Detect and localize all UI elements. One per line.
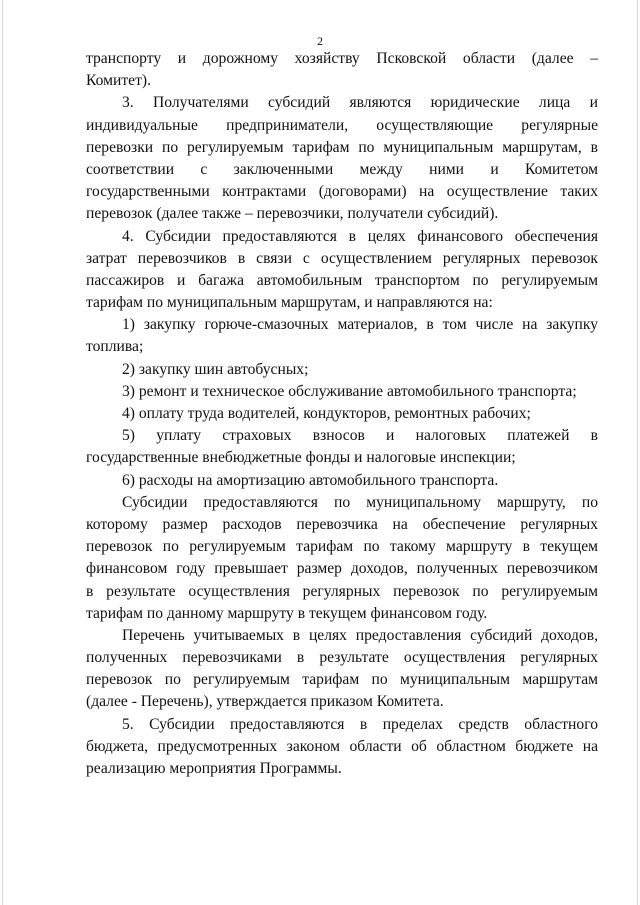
text-line: Комитет). [86, 72, 151, 90]
text-line: перевозок (далее также – перевозчики, получатели субсидий). [86, 205, 499, 223]
text-line: 3) ремонт и техническое обслуживание автомобильного транспорта; [122, 382, 577, 400]
text-line: перевозок по регулируемым тарифам по муниципальным маршрутам [86, 671, 598, 689]
text-line: государственные внебюджетные фонды и налоговые инспекции; [86, 449, 516, 467]
text-line: 4. Субсидии предоставляются в целях финансового обеспечения [122, 227, 598, 245]
text-line: 4) оплату труда водителей, кондукторов, ремонтных рабочих; [122, 405, 531, 422]
text-line: Перечень учитываемых в целях предоставления субсидий доходов, [122, 626, 598, 644]
text-line: 1) закупку горюче-смазочных материалов, в том числе на закупку [122, 316, 598, 334]
text-line: тарифам по данному маршруту в текущем финансовом году. [86, 604, 488, 622]
text-line: бюджета, предусмотренных законом области об областном бюджете на [86, 737, 598, 755]
text-line: Субсидии предоставляются по муниципальному маршруту, по [122, 493, 598, 511]
text-line: топлива; [86, 338, 144, 356]
text-line: транспорту и дорожному хозяйству Псковской области (далее – [86, 50, 598, 67]
text-line: 3. Получателями субсидий являются юридические лица и [122, 94, 598, 112]
page-edge-left [2, 0, 3, 905]
text-line: финансовом году превышает размер доходов, полученных перевозчиком [86, 560, 598, 578]
text-line: 6) расходы на амортизацию автомобильного транспорта. [122, 471, 499, 489]
document-body [86, 48, 598, 780]
text-line: 2) закупку шин автобусных; [122, 360, 309, 378]
text-line: государственными контрактами (договорами) на осуществление таких [86, 183, 598, 201]
page-number: 2 [317, 34, 323, 48]
text-line: соответствии с заключенными между ними и Комитетом [86, 160, 598, 178]
text-line: перевозок по регулируемым тарифам по такому маршруту в текущем [86, 538, 598, 556]
text-line: затрат перевозчиков в связи с осуществлением регулярных перевозок [86, 249, 598, 267]
text-line: пассажиров и багажа автомобильным транспортом по регулируемым [86, 271, 598, 289]
text-line: полученных перевозчиками в результате осуществления регулярных [86, 649, 598, 667]
text-line: индивидуальные предприниматели, осуществляющие регулярные [86, 116, 598, 134]
text-line: реализацию мероприятия Программы. [86, 760, 342, 777]
text-line: (далее - Перечень), утверждается приказом Комитета. [86, 693, 444, 711]
text-line: перевозки по регулируемым тарифам по муниципальным маршрутам, в [86, 138, 598, 156]
page-edge-right [637, 0, 638, 905]
text-line: 5) уплату страховых взносов и налоговых платежей в [122, 427, 598, 445]
text-line: в результате осуществления регулярных перевозок по регулируемым [86, 582, 598, 600]
text-line: тарифам по муниципальным маршрутам, и направляются на: [86, 294, 493, 312]
text-line: 5. Субсидии предоставляются в пределах средств областного [122, 715, 598, 733]
text-line: которому размер расходов перевозчика на обеспечение регулярных [86, 515, 598, 533]
